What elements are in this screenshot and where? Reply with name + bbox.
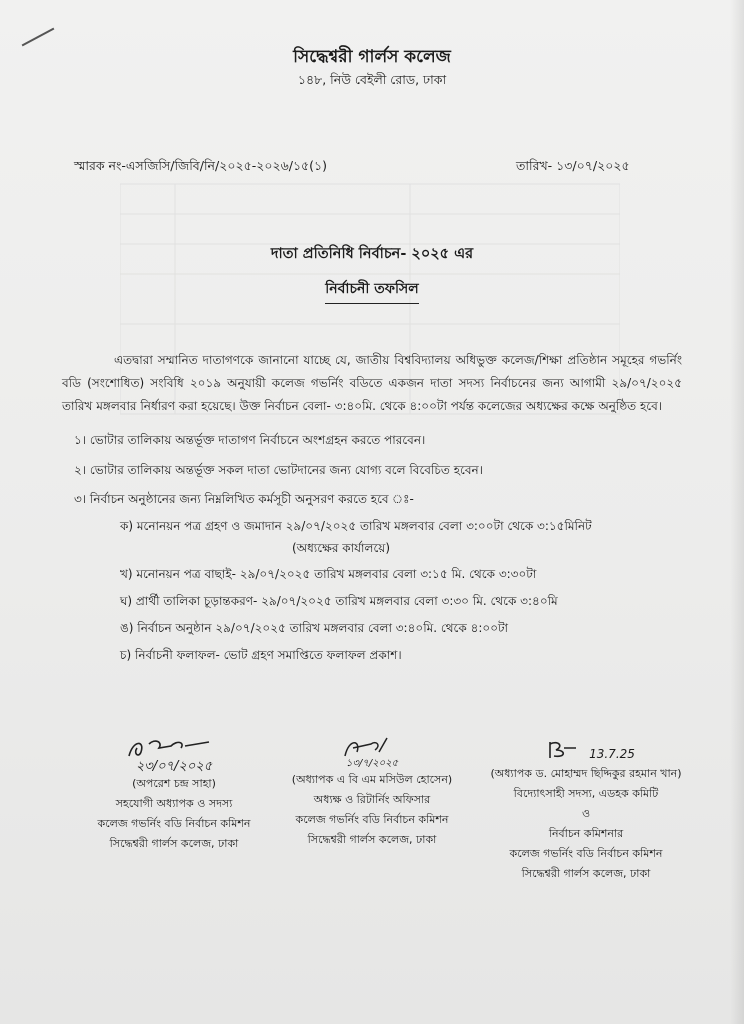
signatory-3-commissioner: নির্বাচন কমিশনার	[548, 827, 624, 840]
rule-point-2: ২। ভোটার তালিকায় অন্তর্ভূক্ত সকল দাতা ভোটদানের জন্য যোগ্য বলে বিবেচিত হবেন।	[74, 463, 483, 477]
signatory-3-role: বিদ্যোৎসাহী সদস্য, এডহক কমিটি	[513, 787, 659, 800]
handwritten-date-3: 13.7.25	[589, 747, 635, 761]
signatory-1-name: (অপরেশ চন্দ্র সাহা)	[132, 777, 216, 790]
rule-point-3: ৩। নির্বাচন অনুষ্ঠানের জন্য নিম্নলিখিত কর্মসূচী অনুসরণ করতে হবে ঃ-	[74, 492, 414, 506]
signatory-2-role: অধ্যক্ষ ও রিটার্নিং অফিসার	[313, 793, 431, 806]
intro-paragraph: এতদ্বারা সম্মানিত দাতাগণকে জানানো যাচ্ছে যে, জাতীয় বিশ্ববিদ্যালয় অধিভুক্ত কলেজ/শিক্ষা প্রতিষ্ঠান সমূহের গভর্নিং বডি (সংশোধিত) সংবিধি ২০১৯ অনুযায়ী কলেজ গভর্নিং বডিতে একজন দাতা সদস্য নির্বাচনের জন্য আগামী ২৯/০৭/২০২৫ তারিখ মঙ্গলবার নির্ধারণ করা হয়েছে। উক্ত নির্বাচন বেলা- ৩:৪০মি. থেকে ৪:০০টা পর্যন্ত কলেজের অধ্যক্ষের কক্ষে অনুষ্ঠিত হবে।	[62, 353, 682, 413]
signatory-2-commission: কলেজ গভর্নিং বডি নির্বাচন কমিশন	[295, 813, 449, 826]
notice-title: দাতা প্রতিনিধি নির্বাচন- ২০২৫ এর	[270, 246, 474, 262]
schedule-item-ka: ক) মনোনয়ন পত্র গ্রহণ ও জমাদান ২৯/০৭/২০২৫ তারিখ মঙ্গলবার বেলা ৩:০০টা থেকে ৩:১৫মিনিট	[120, 519, 592, 533]
signatory-1	[74, 734, 274, 854]
schedule-item-gha: ঘ) প্রার্থী তালিকা চূড়ান্তকরণ- ২৯/০৭/২০২৫ তারিখ মঙ্গলবার বেলা ৩:৩০ মি. থেকে ৩:৪০মি	[120, 594, 558, 608]
signatory-3-name: (অধ্যাপক ড. মোহাম্মদ ছিদ্দিকুর রহমান খান)	[490, 767, 682, 780]
signatory-2-name: (অধ্যাপক এ বি এম মসিউল হোসেন)	[291, 773, 453, 786]
signatory-2	[262, 734, 482, 850]
notice-subtitle: নির্বাচনী তফসিল	[325, 277, 418, 304]
memo-number: স্মারক নং-এসজিসি/জিবি/নি/২০২৫-২০২৬/১৫(১)	[74, 158, 328, 173]
signatory-3-college: সিদ্ধেশ্বরী গার্লস কলেজ, ঢাকা	[521, 867, 651, 880]
handwritten-date-2: ১৩/৭/২০২৫	[345, 758, 399, 769]
schedule-item-cha: চ) নির্বাচনী ফলাফল- ভোট গ্রহণ সমাপ্তিতে ফলাফল প্রকাশ।	[120, 648, 402, 662]
memo-date: তারিখ- ১৩/০৭/২০২৫	[516, 158, 630, 173]
signatory-3-commission: কলেজ গভর্নিং বডি নির্বাচন কমিশন	[509, 847, 663, 860]
college-name: সিদ্ধেশ্বরী গার্লস কলেজ	[293, 47, 451, 67]
signatory-1-role: সহযোগী অধ্যাপক ও সদস্য	[115, 797, 233, 810]
handwritten-date-1: ২৩/০৭/২০২৫	[135, 759, 213, 774]
signatory-3-and: ও	[581, 807, 591, 820]
signatory-3	[466, 734, 706, 884]
schedule-item-ka-venue: (অধ্যক্ষের কার্যালয়ে)	[292, 541, 391, 555]
signatory-1-commission: কলেজ গভর্নিং বডি নির্বাচন কমিশন	[97, 817, 251, 830]
signatory-1-college: সিদ্ধেশ্বরী গার্লস কলেজ, ঢাকা	[109, 837, 239, 850]
signatory-2-college: সিদ্ধেশ্বরী গার্লস কলেজ, ঢাকা	[307, 833, 437, 846]
college-address: ১৪৮, নিউ বেইলী রোড, ঢাকা	[297, 72, 447, 87]
schedule-item-uma: ঙ) নির্বাচন অনুষ্ঠান ২৯/০৭/২০২৫ তারিখ মঙ্গলবার বেলা ৩:৪০মি. থেকে ৪:০০টা	[120, 621, 509, 635]
schedule-item-kha: খ) মনোনয়ন পত্র বাছাই- ২৯/০৭/২০২৫ তারিখ মঙ্গলবার বেলা ৩:১৫ মি. থেকে ৩:৩০টা	[120, 567, 537, 581]
rule-point-1: ১। ভোটার তালিকায় অন্তর্ভূক্ত দাতাগণ নির্বাচনে অংশগ্রহন করতে পারবেন।	[74, 433, 426, 447]
